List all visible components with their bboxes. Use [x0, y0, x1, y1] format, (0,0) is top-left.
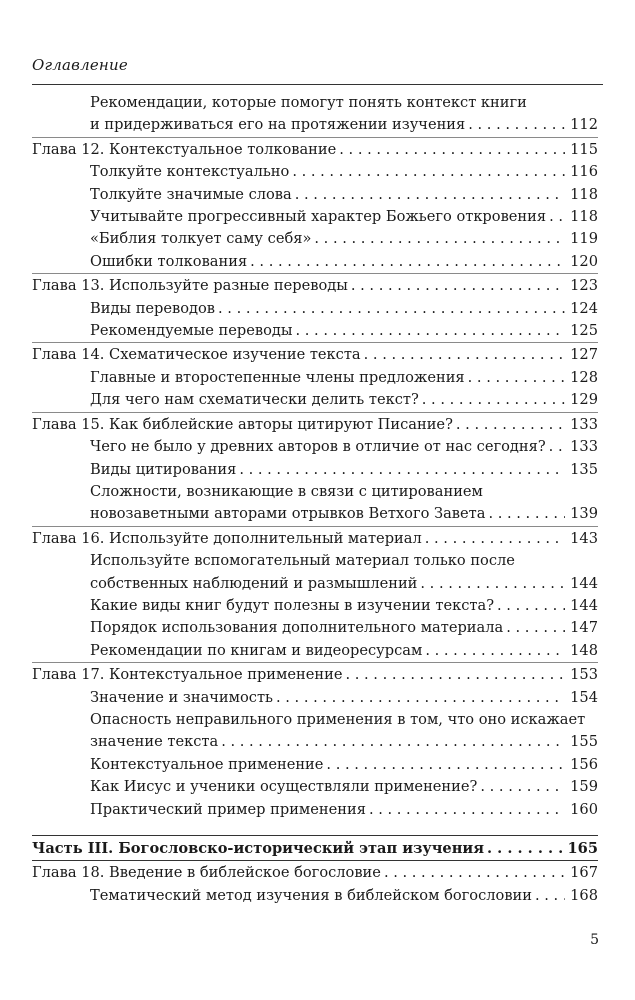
toc-section-entry	[32, 320, 598, 342]
toc-section-entry	[32, 640, 598, 662]
toc-line	[90, 731, 598, 753]
toc-line	[90, 595, 598, 617]
dot-leader	[326, 754, 565, 776]
toc-page-number: 165	[567, 840, 598, 857]
toc-page-number: 118	[570, 185, 598, 203]
dot-leader	[345, 664, 565, 686]
toc-page-number: 139	[570, 505, 598, 523]
toc-section-entry	[32, 481, 598, 526]
dot-leader	[468, 367, 565, 389]
toc-section-entry	[32, 298, 598, 320]
toc-line	[90, 885, 598, 907]
toc-line	[32, 838, 598, 860]
table-of-contents	[32, 92, 598, 907]
toc-chapter-entry	[32, 526, 598, 550]
header-rule	[32, 84, 603, 85]
dot-leader	[221, 731, 565, 753]
toc-entry-title: Толкуйте значимые слова	[90, 185, 292, 203]
dot-leader	[239, 459, 565, 481]
toc-page-number: 154	[570, 688, 598, 706]
toc-chapter-entry	[32, 412, 598, 436]
toc-part-entry	[32, 835, 598, 860]
toc-line	[90, 206, 598, 228]
toc-entry-title: Глава 12. Контекстуальное толкование	[32, 140, 337, 158]
dot-leader	[487, 838, 565, 860]
dot-leader	[549, 206, 565, 228]
toc-chapter-entry	[32, 273, 598, 297]
dot-leader	[292, 161, 565, 183]
dot-leader	[250, 251, 565, 273]
page-number: 5	[590, 932, 599, 948]
toc-entry-title: Рекомендации по книгам и видеоресурсам	[90, 641, 423, 659]
toc-section-entry	[32, 184, 598, 206]
toc-page-number: 120	[570, 252, 598, 270]
toc-chapter-entry	[32, 137, 598, 161]
toc-entry-title: Порядок использования дополнительного материала	[90, 619, 504, 637]
toc-line	[90, 228, 598, 250]
toc-entry-title: Главные и второстепенные члены предложения	[90, 368, 465, 386]
toc-entry-title: Как Иисус и ученики осуществляли применение?	[90, 778, 478, 796]
toc-section-entry	[32, 436, 598, 458]
toc-entry-title: Глава 14. Схематическое изучение текста	[32, 346, 361, 364]
toc-entry-title: Глава 15. Как библейские авторы цитируют Писание?	[32, 415, 453, 433]
toc-page-number: 133	[570, 415, 598, 433]
toc-line	[90, 481, 598, 503]
toc-line	[32, 414, 598, 436]
dot-leader	[420, 573, 565, 595]
dot-leader	[364, 344, 565, 366]
toc-entry-title: Виды переводов	[90, 299, 216, 317]
toc-line	[90, 436, 598, 458]
toc-line	[90, 640, 598, 662]
dot-leader	[339, 139, 565, 161]
toc-line	[90, 459, 598, 481]
toc-entry-title: Глава 16. Используйте дополнительный материал	[32, 529, 422, 547]
toc-line	[90, 92, 598, 114]
toc-page-number: 144	[570, 596, 598, 614]
toc-entry-title: собственных наблюдений и размышлений	[90, 574, 418, 592]
toc-entry-title: Рекомендуемые переводы	[90, 322, 293, 340]
toc-line	[32, 528, 598, 550]
toc-line	[90, 709, 598, 731]
toc-line	[90, 799, 598, 821]
toc-page-number: 156	[570, 755, 598, 773]
dot-leader	[384, 862, 565, 884]
toc-line	[90, 251, 598, 273]
toc-section-entry	[32, 687, 598, 709]
toc-page-number: 133	[570, 438, 598, 456]
toc-section-entry	[32, 459, 598, 481]
toc-section-entry	[32, 389, 598, 411]
dot-leader	[497, 595, 565, 617]
toc-section-entry	[32, 550, 598, 595]
toc-page-number: 123	[570, 277, 598, 295]
toc-section-entry	[32, 251, 598, 273]
toc-page-number: 129	[570, 391, 598, 409]
toc-line	[32, 862, 598, 884]
toc-entry-title: Практический пример применения	[90, 800, 366, 818]
toc-line	[90, 503, 598, 525]
toc-line	[32, 139, 598, 161]
toc-page-number: 128	[570, 368, 598, 386]
toc-line	[90, 367, 598, 389]
toc-chapter-entry	[32, 342, 598, 366]
toc-page-number: 148	[570, 641, 598, 659]
toc-line	[90, 320, 598, 342]
dot-leader	[314, 228, 565, 250]
dot-leader	[549, 436, 565, 458]
toc-entry-title: Сложности, возникающие в связи с цитированием	[90, 482, 483, 500]
toc-entry-title: «Библия толкует саму себя»	[90, 230, 312, 248]
dot-leader	[535, 885, 565, 907]
toc-entry-title: Используйте вспомогательный материал только после	[90, 552, 515, 570]
toc-page-number: 116	[570, 163, 598, 181]
toc-page-number: 159	[570, 778, 598, 796]
toc-page-number: 118	[570, 208, 598, 226]
toc-entry-title: Рекомендации, которые помогут понять контекст книги	[90, 94, 527, 111]
toc-page-number: 153	[570, 666, 598, 684]
dot-leader	[506, 617, 565, 639]
dot-leader	[276, 687, 565, 709]
dot-leader	[422, 389, 565, 411]
toc-entry-title: Ошибки толкования	[90, 252, 248, 270]
toc-entry-title: Значение и значимость	[90, 688, 273, 706]
toc-page-number: 127	[570, 346, 598, 364]
toc-line	[90, 298, 598, 320]
toc-entry-title: Глава 13. Используйте разные переводы	[32, 277, 348, 295]
toc-line	[90, 161, 598, 183]
toc-page-number: 125	[570, 322, 598, 340]
toc-entry-title: Чего не было у древних авторов в отличие от нас сегодня?	[90, 438, 546, 456]
toc-entry-title: Глава 17. Контекстуальное применение	[32, 666, 343, 684]
toc-page-number: 135	[570, 460, 598, 478]
toc-line	[32, 664, 598, 686]
toc-line	[32, 344, 598, 366]
toc-entry-title: новозаветными авторами отрывков Ветхого Завета	[90, 505, 486, 523]
toc-line	[90, 754, 598, 776]
toc-section-entry	[32, 709, 598, 754]
toc-section-entry	[32, 367, 598, 389]
dot-leader	[456, 414, 565, 436]
toc-section-entry	[32, 799, 598, 821]
toc-page-number: 112	[570, 116, 598, 134]
dot-leader	[369, 799, 565, 821]
toc-line	[90, 184, 598, 206]
toc-page-number: 143	[570, 529, 598, 547]
toc-section-entry	[32, 92, 598, 137]
toc-entry-title: Какие виды книг будут полезны в изучении текста?	[90, 596, 495, 614]
toc-page-number: 124	[570, 299, 598, 317]
toc-entry-title: Толкуйте контекстуально	[90, 163, 290, 181]
toc-line	[90, 617, 598, 639]
toc-chapter-entry	[32, 860, 598, 884]
dot-leader	[295, 320, 565, 342]
toc-section-entry	[32, 161, 598, 183]
dot-leader	[425, 640, 565, 662]
toc-page-number: 155	[570, 733, 598, 751]
toc-entry-title: Глава 18. Введение в библейское богословие	[32, 864, 381, 882]
dot-leader	[468, 114, 565, 136]
toc-entry-title: Опасность неправильного применения в том, что оно искажает	[90, 710, 586, 728]
toc-entry-title: и придерживаться его на протяжении изучения	[90, 116, 466, 134]
toc-entry-title: Тематический метод изучения в библейском богословии	[90, 886, 532, 904]
toc-line	[32, 275, 598, 297]
toc-line	[90, 776, 598, 798]
toc-page-number: 160	[570, 800, 598, 818]
toc-page-number: 167	[570, 864, 598, 882]
running-header: Оглавление	[32, 56, 128, 74]
toc-entry-title: Часть III. Богословско-исторический этап изучения	[32, 840, 485, 857]
toc-line	[90, 389, 598, 411]
toc-page-number: 168	[570, 886, 598, 904]
dot-leader	[295, 184, 565, 206]
toc-entry-title: Для чего нам схематически делить текст?	[90, 391, 419, 409]
toc-section-entry	[32, 754, 598, 776]
toc-section-entry	[32, 885, 598, 907]
toc-entry-title: Виды цитирования	[90, 460, 237, 478]
toc-page-number: 119	[570, 230, 598, 248]
dot-leader	[488, 503, 565, 525]
toc-section-entry	[32, 206, 598, 228]
toc-line	[90, 114, 598, 136]
dot-leader	[425, 528, 565, 550]
dot-leader	[351, 275, 565, 297]
toc-section-entry	[32, 617, 598, 639]
dot-leader	[480, 776, 565, 798]
toc-section-entry	[32, 776, 598, 798]
toc-entry-title: значение текста	[90, 733, 219, 751]
toc-page-number: 115	[570, 140, 598, 158]
toc-page-number: 147	[570, 619, 598, 637]
dot-leader	[218, 298, 565, 320]
toc-line	[90, 573, 598, 595]
toc-chapter-entry	[32, 662, 598, 686]
toc-line	[90, 550, 598, 572]
toc-line	[90, 687, 598, 709]
toc-section-entry	[32, 595, 598, 617]
toc-page-number: 144	[570, 574, 598, 592]
toc-entry-title: Контекстуальное применение	[90, 755, 324, 773]
toc-section-entry	[32, 228, 598, 250]
toc-entry-title: Учитывайте прогрессивный характер Божьего откровения	[90, 208, 547, 226]
